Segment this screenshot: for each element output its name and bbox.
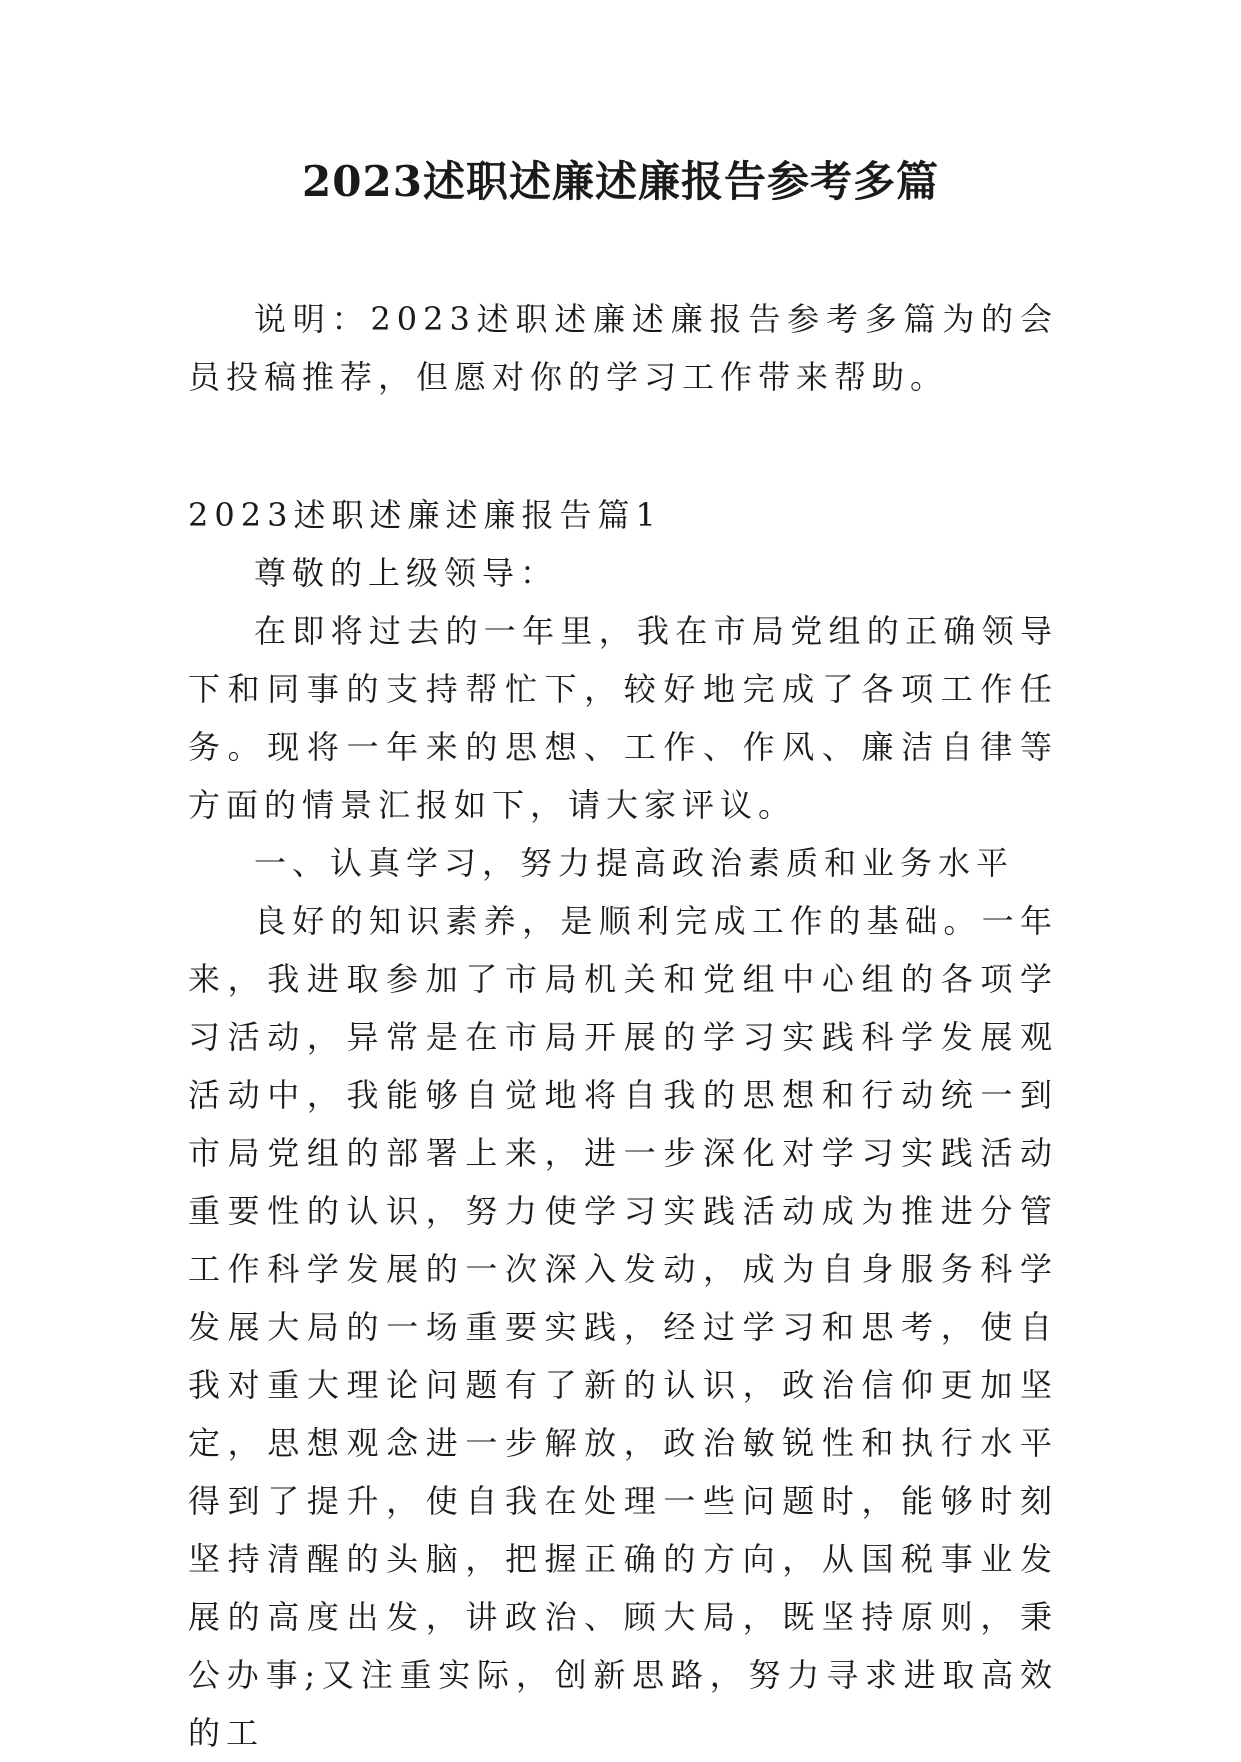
intro-paragraph: 说明：2023述职述廉述廉报告参考多篇为的会员投稿推荐，但愿对你的学习工作带来帮助。 (188, 300, 1058, 396)
body-paragraph: 良好的知识素养，是顺利完成工作的基础。一年来，我进取参加了市局机关和党组中心组的各项学习活动，异常是在市局开展的学习实践科学发展观活动中，我能够自觉地将自我的思想和行动统一到市局党组的部署上来，进一步深化对学习实践活动重要性的认识，努力使学习实践活动成为推进分管工作科学发展的一次深入发动，成为自身服务科学发展大局的一场重要实践，经过学习和思考，使自我对重大理论问题有了新的认识，政治信仰更加坚定，思想观念进一步解放，政治敏锐性和执行水平得到了提升，使自我在处理一些问题时，能够时刻坚持清醒的头脑，把握正确的方向，从国税事业发展的高度出发，讲政治、顾大局，既坚持原则，秉公办事;又注重实际，创新思路，努力寻求进取高效的工 (188, 902, 1058, 1752)
section-heading: 2023述职述廉述廉报告篇1 (188, 496, 662, 534)
document-title: 2023述职述廉述廉报告参考多篇 (302, 157, 939, 206)
document-body (188, 290, 1058, 1762)
salutation: 尊敬的上级领导： (254, 554, 559, 592)
subsection-heading: 一、认真学习，努力提高政治素质和业务水平 (254, 844, 1015, 882)
body-paragraph: 在即将过去的一年里，我在市局党组的正确领导下和同事的支持帮忙下，较好地完成了各项工作任务。现将一年来的思想、工作、作风、廉洁自律等方面的情景汇报如下，请大家评议。 (188, 612, 1058, 824)
